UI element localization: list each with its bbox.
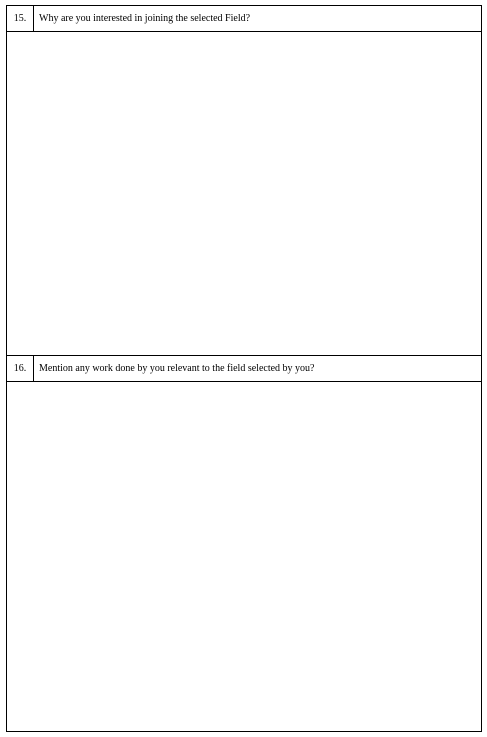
question-16-header (7, 356, 481, 382)
question-15-number: 15. (7, 6, 34, 31)
question-16-number: 16. (7, 356, 34, 381)
question-15-answer-box[interactable] (7, 32, 481, 356)
question-15-header (7, 6, 481, 32)
question-16-answer-box[interactable] (7, 382, 481, 731)
application-form-table (6, 5, 482, 732)
question-16-text: Mention any work done by you relevant to the field selected by you? (39, 363, 315, 374)
question-15-text: Why are you interested in joining the selected Field? (39, 13, 251, 24)
